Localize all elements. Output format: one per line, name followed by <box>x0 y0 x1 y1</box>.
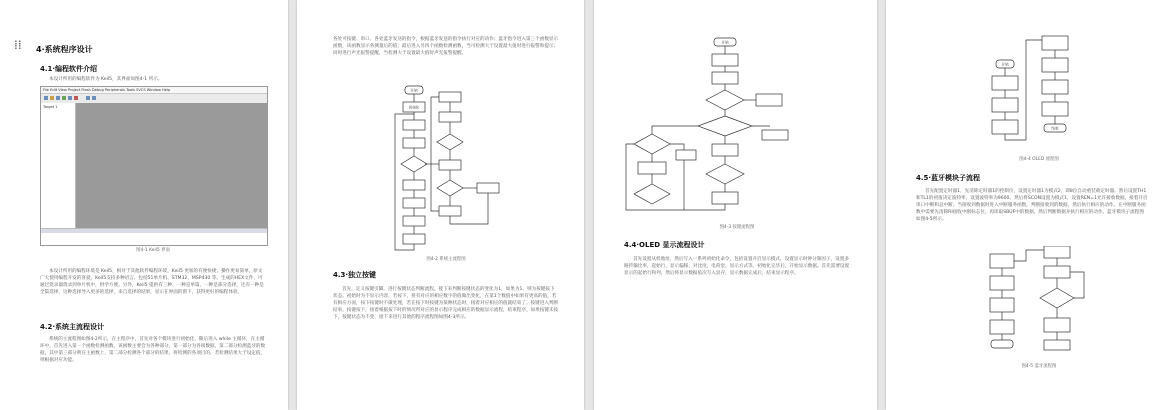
document-page-1 <box>0 0 288 410</box>
page2-top-paragraph: 各处可按键、串口、各处蓝牙发送的指令，根据蓝牙发送的指令执行对应的动作；蓝牙指令进入第三个函数显示函数，该函数显示各测量后的值；最后进入另四个函数检测函数，当可检测大于设置最大值时进行报警和提示；同时进行声光报警提醒，当检测大于设置最大值时声光报警提醒。 <box>333 37 559 56</box>
document-page-3 <box>594 0 877 410</box>
heading-4-4: 4.4·OLED 显示流程设计 <box>624 241 705 249</box>
heading-4-5: 4.5·蓝牙模块子流程 <box>916 174 981 182</box>
bluetooth-flowchart <box>986 246 1106 360</box>
keil-screenshot-figure <box>40 86 268 246</box>
main-flowchart <box>387 84 507 254</box>
figure-4-2-caption: 图4-2 系统主流程图 <box>426 257 466 262</box>
main-flow-paragraph: 系统的主流程图如图4-2所示，在主程序中，首先对各个模块进行初始化，随后进入 while 主循环，在主循环中，首先进入第一个函数检测函数，该函数主要会为各种部分，第一部分为各项数据，第二部分检测蓝牙的数据，其中第三部分则在主函数上，第二部分检测各个部分的结果，将检测的各项目的，若检测结果大于设定值，则根据对应功能。 <box>40 337 266 363</box>
keil-build-output <box>41 228 267 245</box>
oled-paragraph: 首先设置从机地址，然后写入一系列初始化命令，包括设置开启显示模式，设置显示时钟分频因子，设置多路传输比率，起始行，显示偏移，对比度，电荷泵，显示方式等。初始化完毕后，开始显示数据。首先需要设置显示的起始行和列，然后将显示数据依次写入显存，显示数据完成后，结束显示程序。 <box>624 257 850 276</box>
heading-4: 4·系统程序设计 <box>36 45 93 54</box>
heading-4-3: 4.3·独立按键 <box>333 271 377 279</box>
heading-4-1: 4.1·编程软件介绍 <box>40 65 98 73</box>
key-flowchart <box>622 34 852 214</box>
keil-editor-area <box>76 103 267 228</box>
intro-paragraph: 本设计所用的编程软件为 Keil5，其界面如图4-1 所示。 <box>49 77 163 82</box>
figure-4-1-caption: 图4-1 Keil5 界面 <box>136 248 170 253</box>
heading-4-2: 4.2·系统主流程设计 <box>40 323 105 331</box>
document-page-4 <box>886 0 1174 410</box>
figure-4-4-caption: 图4-4 OLED 流程图 <box>1019 157 1059 162</box>
oled-flowchart <box>986 34 1096 154</box>
flow-start-label: 开始 <box>410 88 418 93</box>
key-flow-start-label: 开始 <box>721 40 729 45</box>
figure-4-3-caption: 图4-3 按键流程图 <box>719 225 755 230</box>
keil-menu-bar: File Edit View Project Flash Debug Peripherals Tools SVCS Window Help <box>41 87 267 94</box>
figure-4-5-caption: 图4-5 蓝牙流程图 <box>1021 364 1057 369</box>
keil-project-pane <box>41 103 76 228</box>
bluetooth-paragraph: 首先配置定时器1，先清除定时器1的控制位，设置定时器1为模式2，即8位自动重装载定时器。然后设置TH1和TL1的初值决定波特率，设置波特率为9600。然后将SCON设置为模式1，设置REN=1允许接收数据。接着开启串口中断和总中断。当接收到数据时进入中断服务函数，判断接收到的数据，然后执行相应的动作。在中断服务函数中需要先清除RI接收中断标志位，再读取SBUF中的数据，然后判断数据并执行相应的动作。蓝牙模块子流程图如图4-5所示。 <box>916 189 1148 222</box>
flow-init-label: 初始化 <box>408 105 420 110</box>
project-tree-item: Target 1 <box>43 105 58 109</box>
oled-flow-end-label: 结束 <box>1051 126 1059 131</box>
document-page-2 <box>297 0 584 410</box>
oled-flow-start-label: 开始 <box>1001 62 1009 67</box>
key-paragraph: 首先，定义按键引脚。进行按键状态判断流程。接下来判断按键状态的变化为1，如果为1，则为按键按下状态。初始时为不显示内容，若按下，将有对应的相应数字的值做出变化，在第1个数值中如果有更高的值，若有相应方面，按下按键时不做处理，若在按下时按键为某种状态时，接着对应相应的值就结束了。按键进入判断结束，按键按下，接着根据按下时的情况所对应的显示程序完成相应的数据显示流程，结束程序。如果按键未按下，按键状态为不变，接下来进行其他的程序流程图如图4-3所示。 <box>333 287 559 320</box>
keil-description-paragraph: 本设计所用的编程环境是 Keil5，相对于其他软件编程环境，Keil5 更加的有便快捷，操作更易简单，原文广大使用编程开发的喜爱，Keil5支持多种语言。包括51单片机、STM32、MSP430 等。生成的HEX文件，可通过烧录器烧录到单片机中，供学方便。另外，Keil5 提供有三种、一种是单篇，一种是部分选择，还有一种是全篇选择，这种选择导入更多的选择，来自选择的结果，显示在界面的窗下，获得更好的编程体验。 <box>40 269 264 295</box>
drag-handle-icon[interactable]: ⁞⁞ <box>14 38 22 52</box>
